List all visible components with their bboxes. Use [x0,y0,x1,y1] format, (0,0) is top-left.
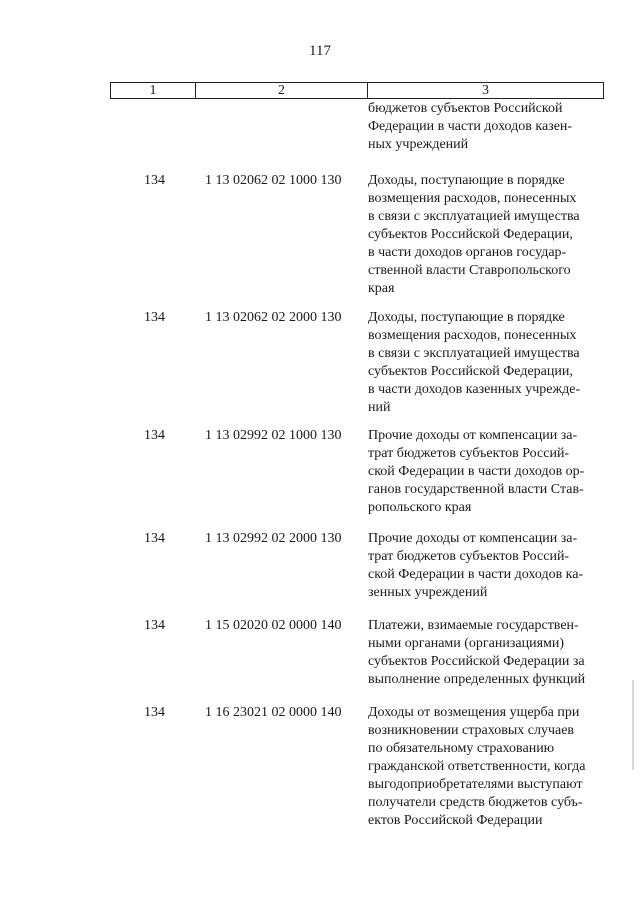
header-col-2: 2 [196,83,368,98]
revenue-code: 1 13 02062 02 1000 130 [205,173,342,188]
description-line: зенных учреждений [368,585,488,600]
description-line: выполнение определенных функций [368,672,586,687]
description-line: выгодоприобретателями выступают [368,777,583,792]
description-line: Доходы от возмещения ущерба при [368,705,580,720]
description-line: субъектов Российской Федерации за [368,654,585,669]
description-line: трат бюджетов субъектов Россий- [368,549,570,564]
admin-code: 134 [144,428,165,443]
admin-code: 134 [144,705,165,720]
description-line: ской Федерации в части доходов ка- [368,567,584,582]
revenue-description [368,427,608,517]
description-line: возмещения расходов, понесенных [368,191,577,206]
description-line: субъектов Российской Федерации, [368,364,573,379]
continuation-description [368,100,608,154]
description-line: ных учреждений [368,137,469,152]
table-header [110,82,604,99]
scan-margin-mark [632,680,634,770]
description-line: ропольского края [368,500,472,515]
description-line: возникновении страховых случаев [368,723,575,738]
revenue-description [368,172,608,298]
description-line: Прочие доходы от компенсации за- [368,428,578,443]
header-col-3: 3 [482,83,489,98]
description-line: Доходы, поступающие в порядке [368,310,565,325]
header-col-1: 1 [111,83,196,98]
admin-code: 134 [144,531,165,546]
description-line: в связи с эксплуатацией имущества [368,209,580,224]
description-line: получатели средств бюджетов субъ- [368,795,583,810]
description-line: ственной власти Ставропольского [368,263,571,278]
revenue-code: 1 13 02992 02 2000 130 [205,531,342,546]
admin-code: 134 [144,618,165,633]
description-line: ектов Российской Федерации [368,813,543,828]
description-line: в части доходов казенных учрежде- [368,382,581,397]
description-line: ний [368,400,391,415]
description-line: в связи с эксплуатацией имущества [368,346,580,361]
description-line: края [368,281,395,296]
admin-code: 134 [144,173,165,188]
description-line: по обязательному страхованию [368,741,555,756]
description-line: Доходы, поступающие в порядке [368,173,565,188]
page-number: 117 [309,43,331,59]
description-line: Платежи, взимаемые государствен- [368,618,579,633]
revenue-description [368,530,608,602]
description-line: ными органами (организациями) [368,636,565,651]
revenue-description [368,617,608,689]
revenue-code: 1 13 02992 02 1000 130 [205,428,342,443]
description-line: ганов государственной власти Став- [368,482,584,497]
admin-code: 134 [144,310,165,325]
description-line: трат бюджетов субъектов Россий- [368,446,570,461]
description-line: возмещения расходов, понесенных [368,328,577,343]
description-line: субъектов Российской Федерации, [368,227,573,242]
revenue-code: 1 13 02062 02 2000 130 [205,310,342,325]
revenue-code: 1 15 02020 02 0000 140 [205,618,342,633]
description-line: Прочие доходы от компенсации за- [368,531,578,546]
revenue-description [368,309,608,417]
revenue-description [368,704,608,830]
description-line: Федерации в части доходов казен- [368,119,573,134]
description-line: гражданской ответственности, когда [368,759,586,774]
revenue-code: 1 16 23021 02 0000 140 [205,705,342,720]
description-line: ской Федерации в части доходов ор- [368,464,585,479]
description-line: бюджетов субъектов Российской [368,101,563,116]
description-line: в части доходов органов государ- [368,245,567,260]
